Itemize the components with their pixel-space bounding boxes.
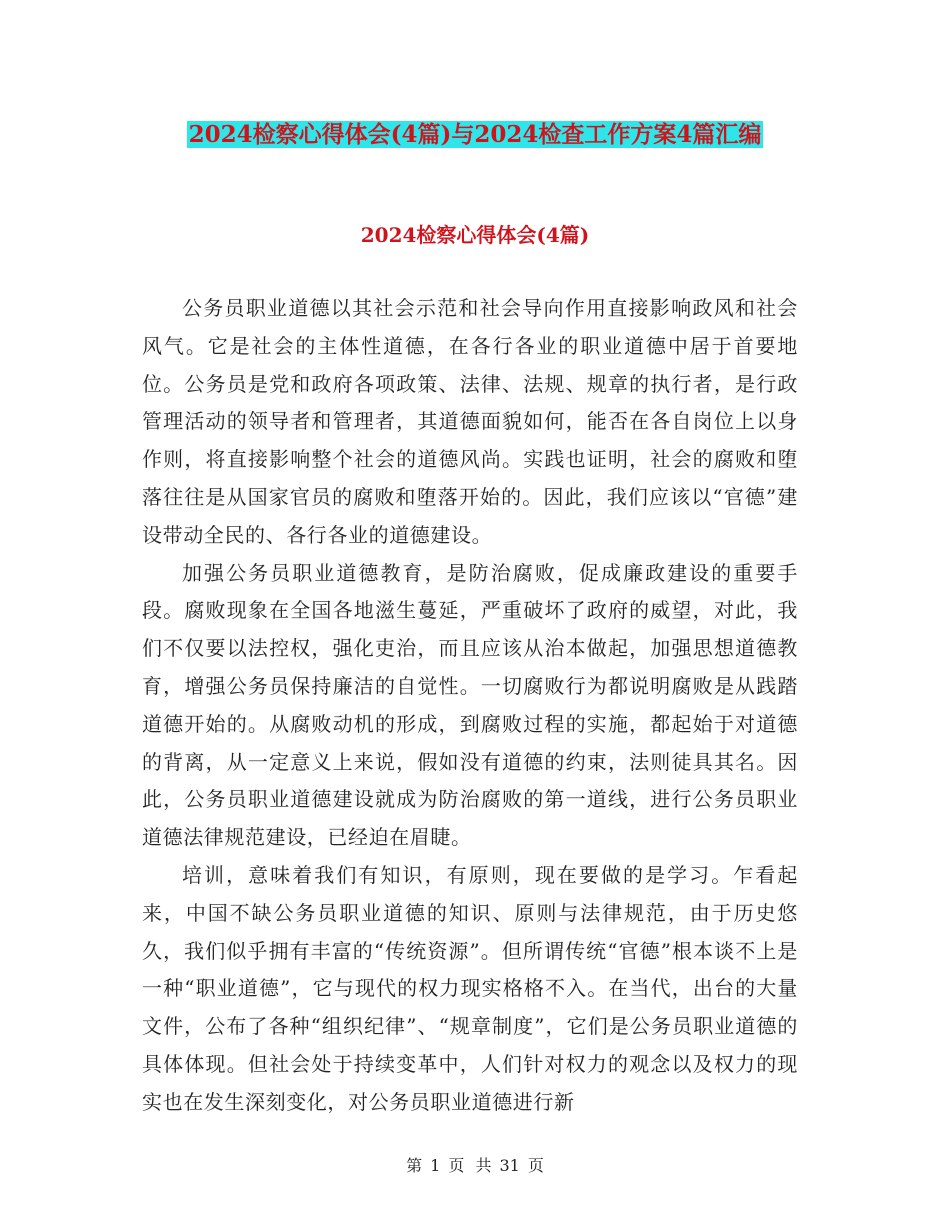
document-title-text: 2024检察心得体会(4篇)与2024检查工作方案4篇汇编 xyxy=(188,121,762,148)
footer-total-pages: 31 xyxy=(499,1156,520,1175)
page-footer xyxy=(0,1153,950,1176)
footer-middle: 页 共 xyxy=(448,1156,492,1175)
paragraph-1: 公务员职业道德以其社会示范和社会导向作用直接影响政风和社会风气。它是社会的主体性道德，在各行各业的职业道德中居于首要地位。公务员是党和政府各项政策、法律、法规、规章的执行者，是行政管理活动的领导者和管理者，其道德面貌如何，能否在各自岗位上以身作则，将直接影响整个社会的道德风尚。实践也证明，社会的腐败和堕落往往是从国家官员的腐败和堕落开始的。因此，我们应该以“官德”建设带动全民的、各行各业的道德建设。 xyxy=(142,296,798,547)
footer-page-number: 1 xyxy=(430,1156,441,1175)
document-title xyxy=(150,112,800,157)
paragraph-3: 培训，意味着我们有知识，有原则，现在要做的是学习。乍看起来，中国不缺公务员职业道德的知识、原则与法律规范，由于历史悠久，我们似乎拥有丰富的“传统资源”。但所谓传统“官德”根本谈不上是一种“职业道德”，它与现代的权力现实格格不入。在当代，出台的大量文件，公布了各种“组织纪律”、“规章制度”，它们是公务员职业道德的具体体现。但社会处于持续变革中，人们针对权力的观念以及权力的现实也在发生深刻变化，对公务员职业道德进行新 xyxy=(142,862,798,1114)
footer-prefix: 第 xyxy=(406,1156,423,1175)
section-title: 2024检察心得体会(4篇) xyxy=(360,223,590,247)
footer-suffix: 页 xyxy=(527,1156,544,1175)
document-body xyxy=(142,290,798,1122)
paragraph-2: 加强公务员职业道德教育，是防治腐败，促成廉政建设的重要手段。腐败现象在全国各地滋生蔓延，严重破坏了政府的威望，对此，我们不仅要以法控权，强化吏治，而且应该从治本做起，加强思想道德教育，增强公务员保持廉洁的自觉性。一切腐败行为都说明腐败是从践踏道德开始的。从腐败动机的形成，到腐败过程的实施，都起始于对道德的背离，从一定意义上来说，假如没有道德的约束，法则徒具其名。因此，公务员职业道德建设就成为防治腐败的第一道线，进行公务员职业道德法律规范建设，已经迫在眉睫。 xyxy=(142,560,798,850)
